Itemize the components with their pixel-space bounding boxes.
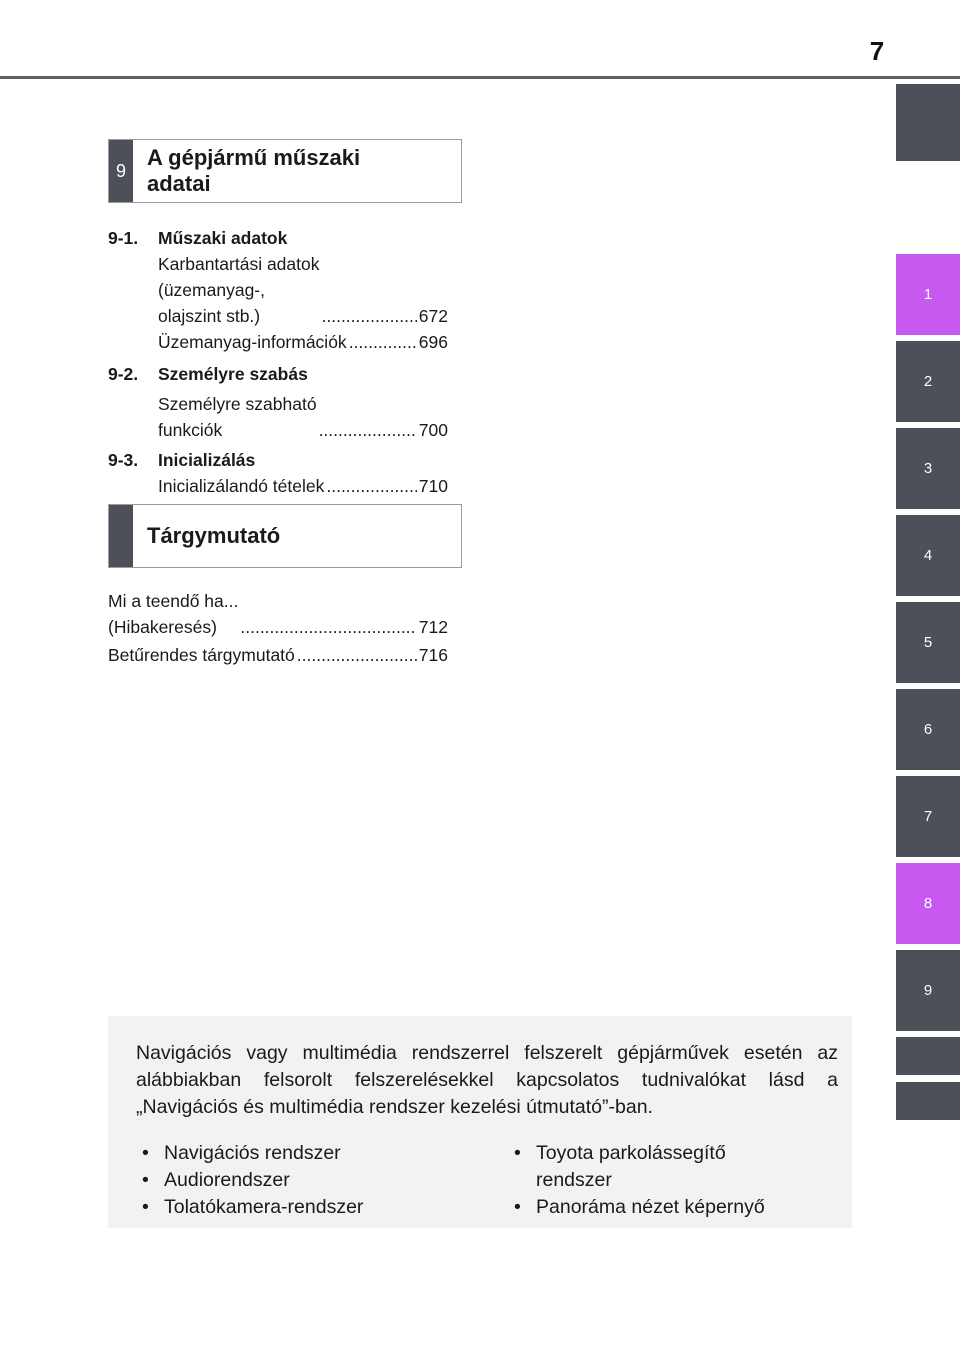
toc-entry-page: 716 [418,645,448,665]
bullet-item: • Panoráma nézet képernyő [514,1196,765,1218]
chapter-tab-5[interactable]: 5 [896,602,960,683]
multimedia-note [108,1016,852,1228]
toc-entry-text: Üzemanyag-információk [158,332,347,352]
page-number: 7 [869,36,885,66]
leader-dots [322,303,417,329]
chapter-tab-11[interactable] [896,1082,960,1120]
toc-entry[interactable] [108,642,448,668]
chapter-9-1[interactable] [108,225,448,251]
chapter-title: Személyre szabás [158,364,308,384]
chapter-9-3[interactable] [108,447,448,473]
chapter-tab-2[interactable]: 2 [896,341,960,422]
toc-entry[interactable] [158,391,448,443]
leader-dots [326,473,416,499]
leader-dots [349,329,417,355]
toc-entry[interactable] [158,329,448,355]
section-9-header [108,139,462,203]
chapter-tab-4[interactable]: 4 [896,515,960,596]
toc-entry-page: 712 [418,617,448,637]
toc-entry[interactable] [158,251,448,329]
bullet-item: • Navigációs rendszer [142,1142,341,1164]
bullet-item: • Audiorendszer [142,1169,290,1191]
chapter-9-2[interactable] [108,361,448,387]
leader-dots [240,614,416,640]
index-toc [108,588,448,668]
toc-entry-text: Karbantartási adatok (üzemanyag-, olajszint stb.) [158,254,320,326]
toc-entry-text: Inicializálandó tételek [158,476,325,496]
toc-entry-text: Betűrendes tárgymutató [108,645,295,665]
bullet-list-left [142,1140,363,1221]
section-9-title: A gépjármű műszaki adatai [147,145,361,196]
bullet-list-right [514,1140,765,1221]
chapter-tab-3[interactable]: 3 [896,428,960,509]
chapter-tab-9[interactable]: 9 [896,950,960,1031]
chapter-tab-1[interactable]: 1 [896,254,960,335]
toc-entry-page: 710 [418,476,448,496]
leader-dots [297,642,417,668]
chapter-tab-8[interactable]: 8 [896,863,960,944]
chapter-number: 9-2. [108,364,139,384]
toc-entry[interactable] [108,588,448,640]
top-divider [0,76,960,79]
toc-entry-text: Személyre szabható funkciók [158,394,317,440]
bullet-item: • Toyota parkolássegítő rendszer [514,1142,726,1191]
chapter-tab-10[interactable] [896,1037,960,1075]
toc-entry[interactable] [158,473,448,499]
chapter-tab-6[interactable]: 6 [896,689,960,770]
toc-entry-page: 700 [418,420,448,440]
bullet-item: • Tolatókamera-rendszer [142,1196,364,1218]
chapter-number: 9-1. [108,228,139,248]
chapter-number: 9-3. [108,450,139,470]
index-bar [109,505,133,567]
toc-entry-text: Mi a teendő ha... (Hibakeresés) [108,591,239,637]
index-header [108,504,462,568]
chapter-tab-7[interactable]: 7 [896,776,960,857]
toc-entry-page: 672 [418,306,448,326]
section-9-number: 9 [109,140,133,202]
chapter-title: Inicializálás [158,450,256,470]
note-text: Navigációs vagy multimédia rendszerrel felszerelt gépjárművek esetén az alábbiakban felsorolt felszerelésekkel kapcsolatos tudnivalókat lásd a „Navigációs és multimédia rendszer kezelési útmutató”-ban. [136,1042,838,1118]
section-9-toc [108,225,448,499]
chapter-tab-0[interactable] [896,84,960,161]
index-title: Tárgymutató [147,523,281,548]
leader-dots [319,417,417,443]
chapter-title: Műszaki adatok [158,228,288,248]
toc-entry-page: 696 [418,332,448,352]
